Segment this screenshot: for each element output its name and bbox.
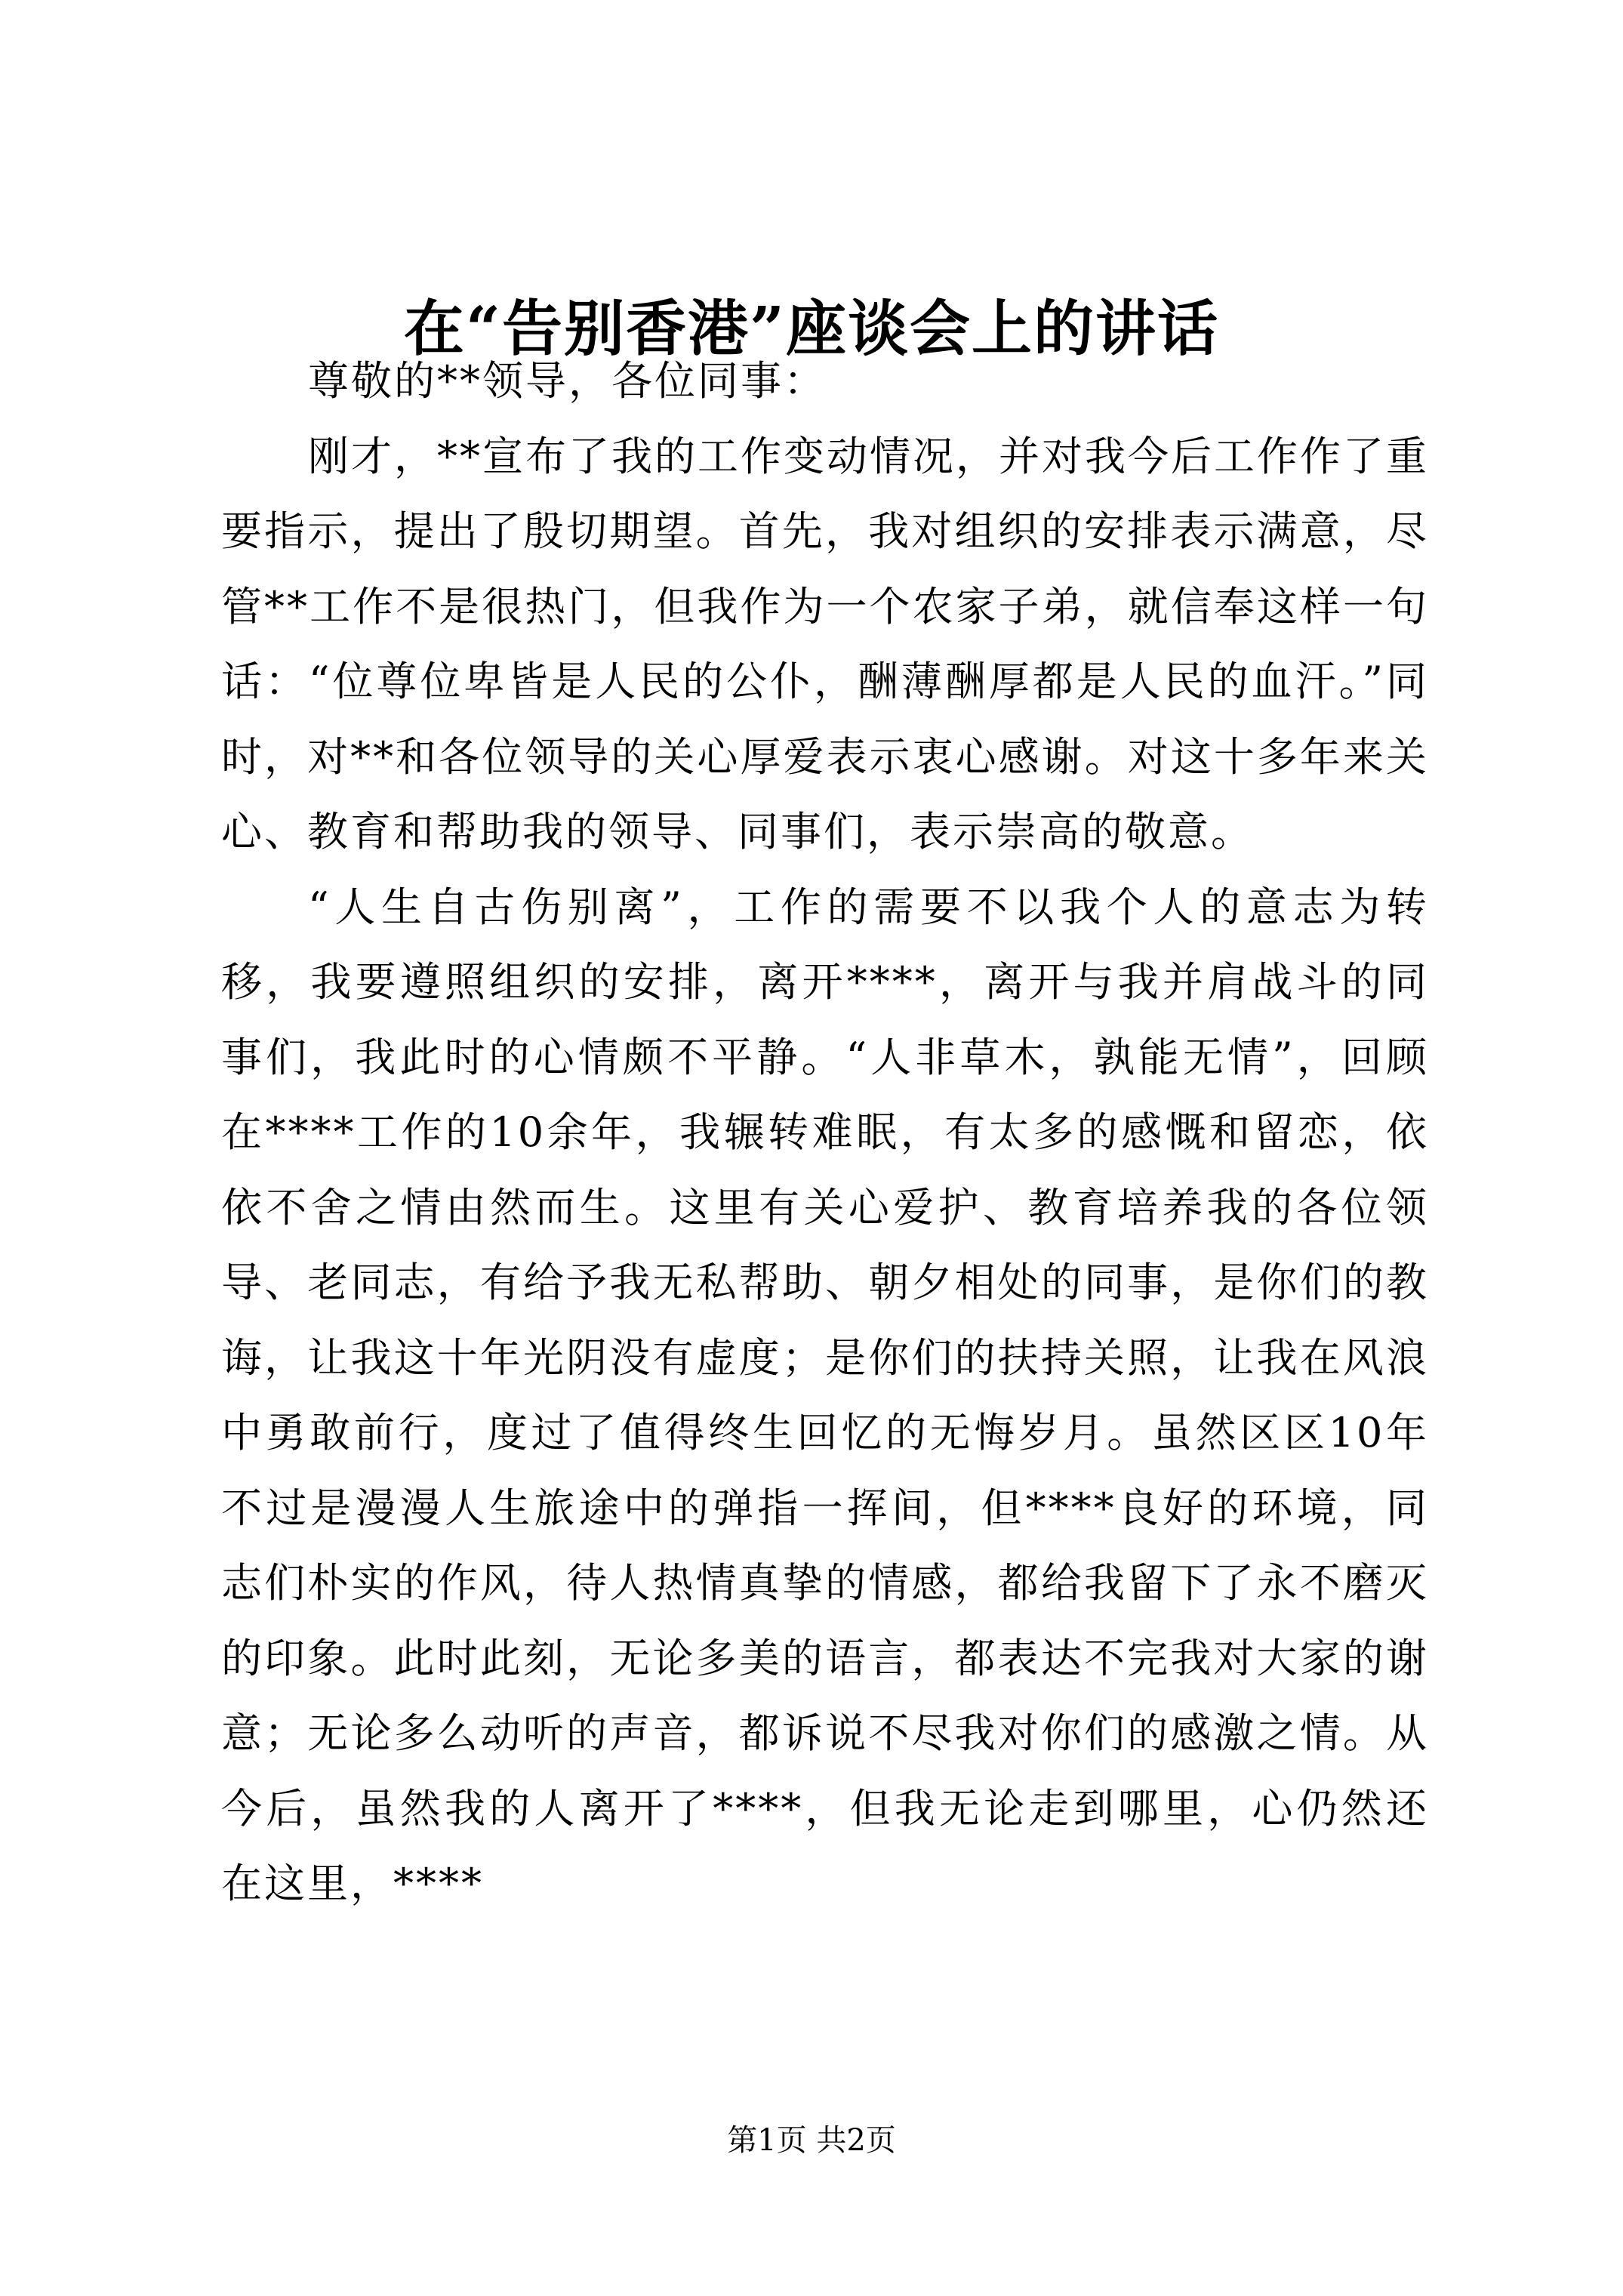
page-footer: 第1页 共2页 [727, 2123, 896, 2158]
document-body [221, 344, 1429, 1922]
body-paragraph: “人生自古伤别离”，工作的需要不以我个人的意志为转移，我要遵照组织的安排，离开****，离开与我并肩战斗的同事们，我此时的心情颇不平静。“人非草木，孰能无情”，回顾在****工作的10余年，我辗转难眠，有太多的感慨和留恋，依依不舍之情由然而生。这里有关心爱护、教育培养我的各位领导、老同志，有给予我无私帮助、朝夕相处的同事，是你们的教诲，让我这十年光阴没有虚度；是你们的扶持关照，让我在风浪中勇敢前行，度过了值得终生回忆的无悔岁月。虽然区区10年不过是漫漫人生旅途中的弹指一挥间，但****良好的环境，同志们朴实的作风，待人热情真挚的情感，都给我留下了永不磨灭的印象。此时此刻，无论多美的语言，都表达不完我对大家的谢意；无论多么动听的声音，都诉说不尽我对你们的感激之情。从今后，虽然我的人离开了****，但我无论走到哪里，心仍然还在这里，**** [221, 883, 1429, 1907]
page-title: 在“告别香港”座谈会上的讲话 [403, 293, 1220, 364]
salutation-paragraph: 尊敬的**领导，各位同事： [308, 357, 827, 405]
body-paragraph: 刚才，**宣布了我的工作变动情况，并对我今后工作作了重要指示，提出了殷切期望。首先，我对组织的安排表示满意，尽管**工作不是很热门，但我作为一个农家子弟，就信奉这样一句话：“位尊位卑皆是人民的公仆，酬薄酬厚都是人民的血汗。”同时，对**和各位领导的关心厚爱表示衷心感谢。对这十多年来关心、教育和帮助我的领导、同事们，表示崇高的敬意。 [221, 432, 1429, 855]
